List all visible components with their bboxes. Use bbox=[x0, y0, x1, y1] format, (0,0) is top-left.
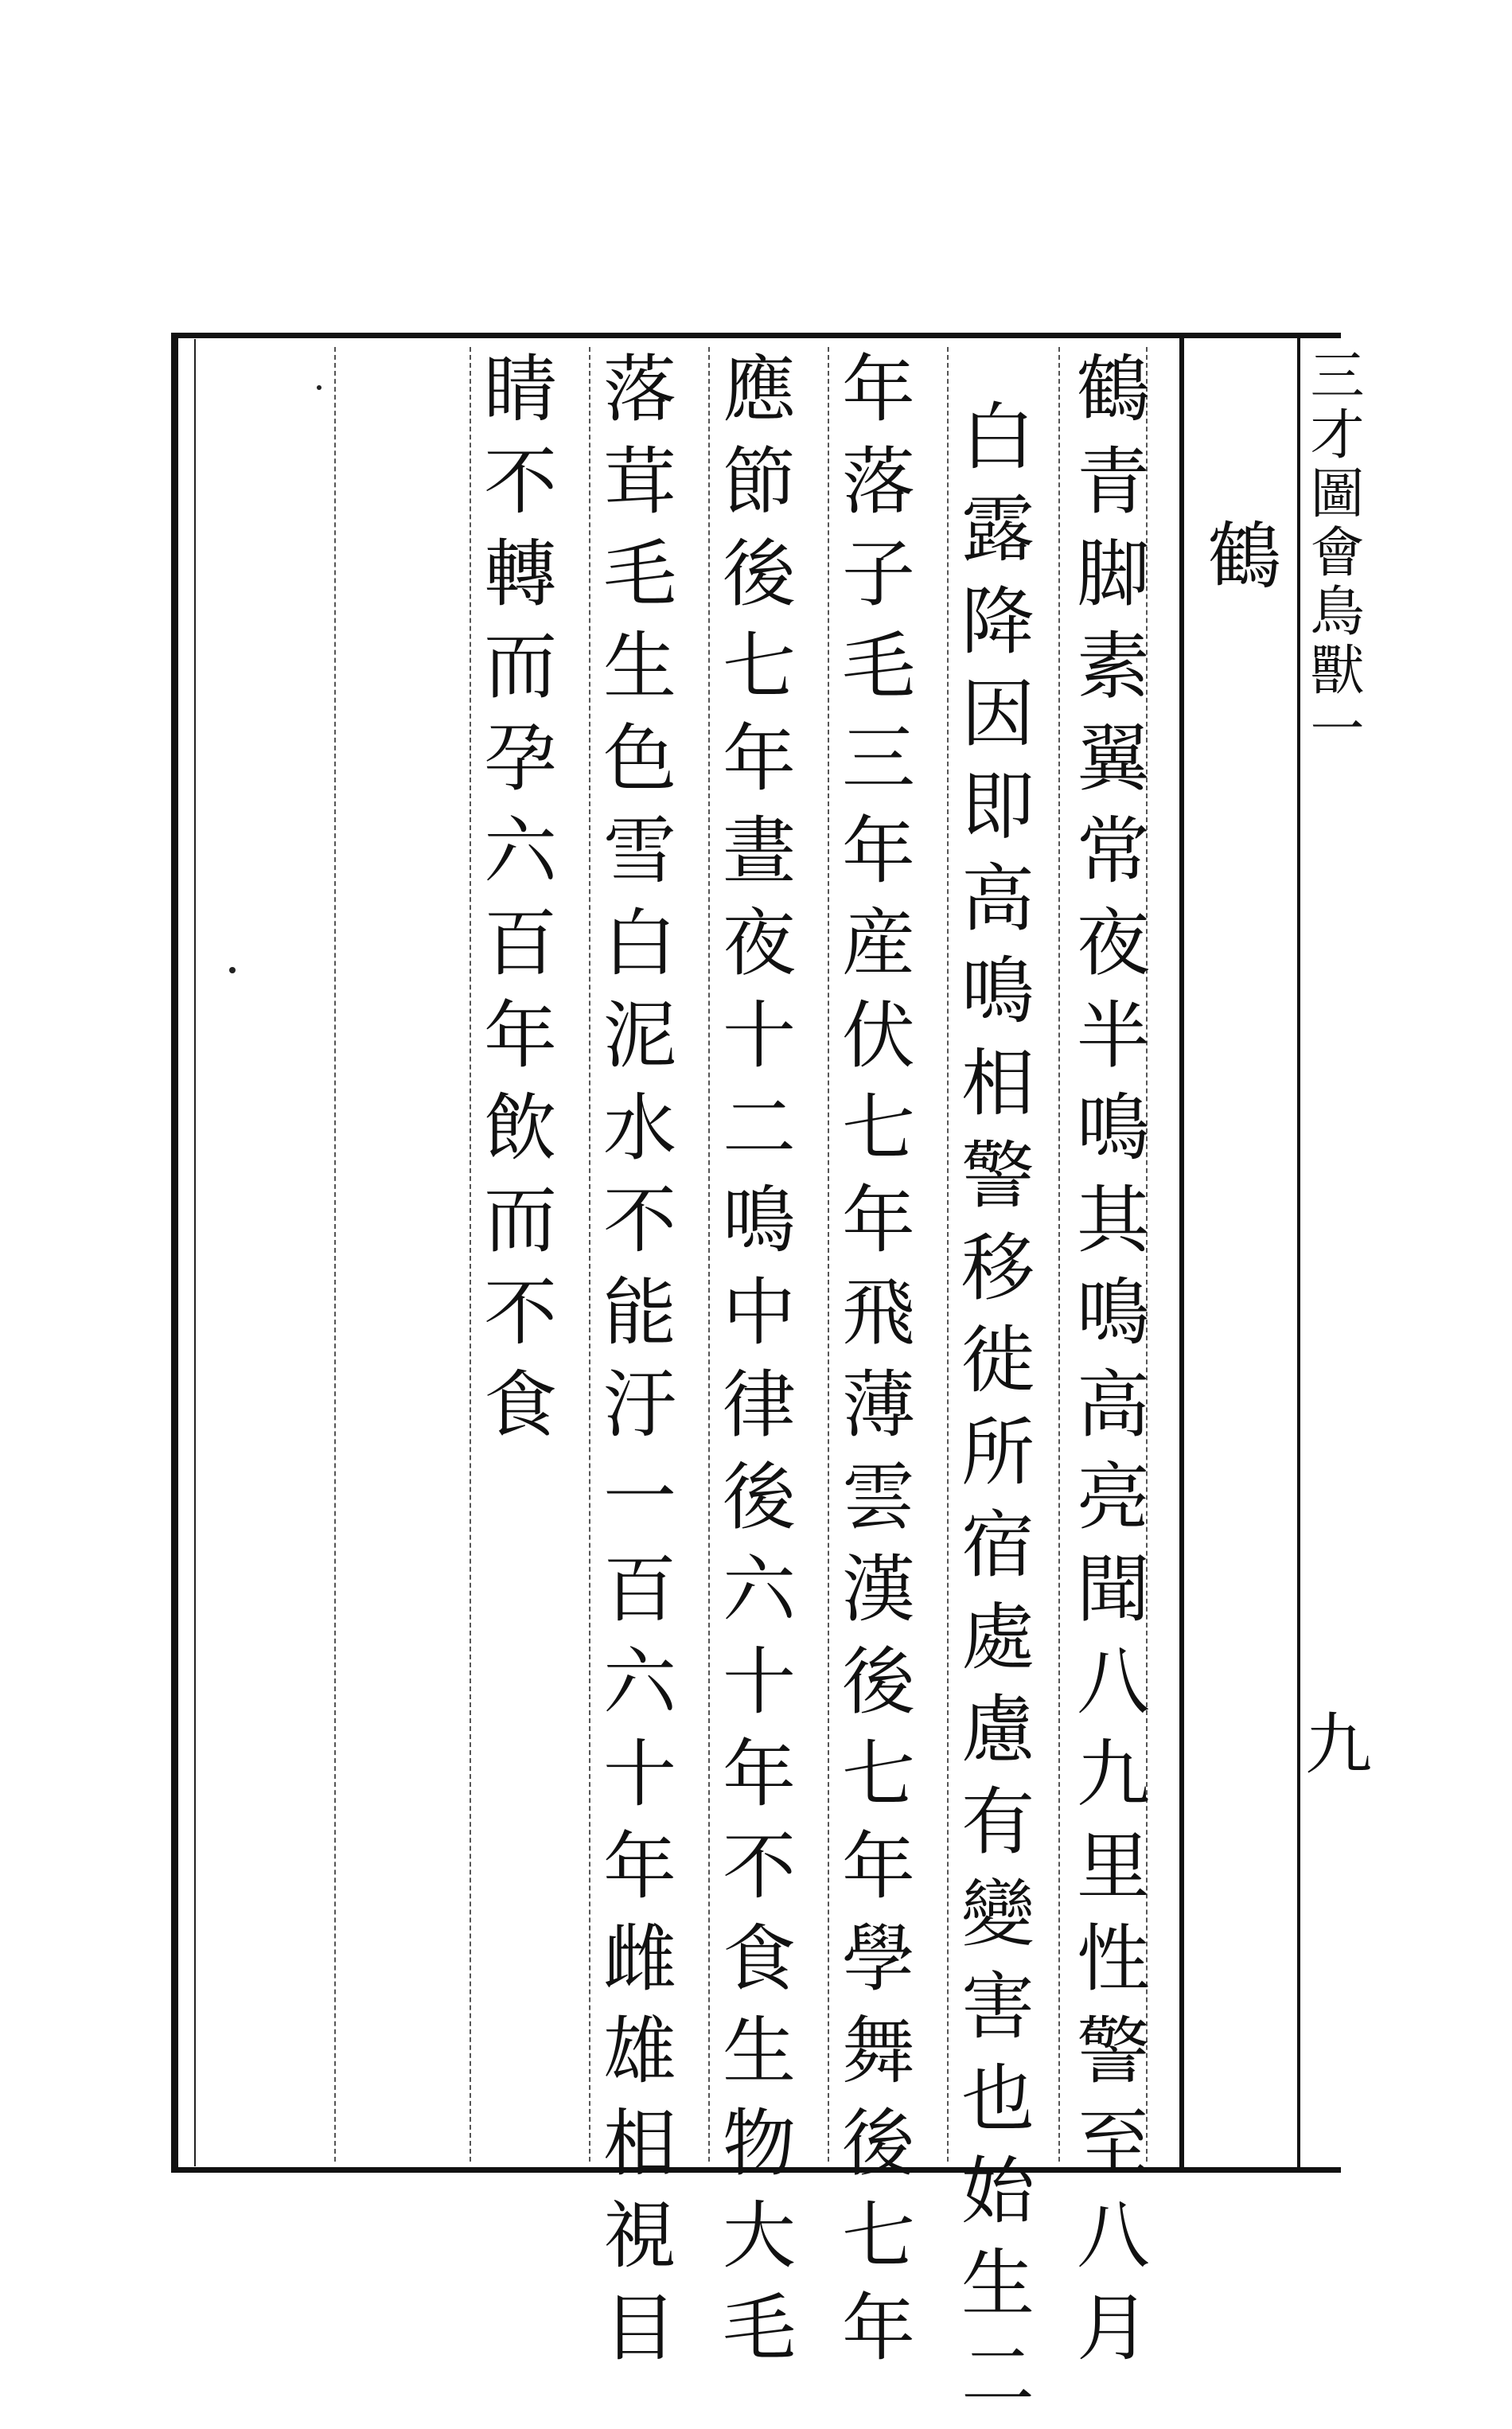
column-rule bbox=[334, 347, 336, 2162]
page-number: 九 bbox=[1305, 1706, 1373, 1784]
column-rule bbox=[828, 347, 829, 2162]
ink-speck bbox=[317, 385, 321, 390]
column-rule bbox=[1058, 347, 1060, 2162]
column-rule bbox=[589, 347, 590, 2162]
ink-speck bbox=[229, 967, 236, 973]
text-column-1: 鶴青脚素翼常夜半鳴其鳴高亮聞八九里性警至八月 bbox=[1065, 350, 1150, 2381]
inner-left-rule bbox=[194, 339, 196, 2166]
banxin-title: 三才圖會鳥獸一 bbox=[1301, 347, 1364, 759]
column-rule bbox=[708, 347, 710, 2162]
text-column-5: 落茸毛生色雪白泥水不能汙一百六十年雌雄相視目 bbox=[591, 350, 676, 2381]
text-column-2: 白露降因即高鳴相警移徙所宿處慮有變害也始生二 bbox=[949, 398, 1035, 2429]
column-rule bbox=[470, 347, 471, 2162]
text-column-4: 應節後七年晝夜十二鳴中律後六十年不食生物大毛 bbox=[711, 350, 796, 2381]
text-column-3: 年落子毛三年産伏七年飛薄雲漢後七年學舞後七年 bbox=[830, 350, 915, 2381]
column-rule bbox=[947, 347, 949, 2162]
text-block-right-border bbox=[1179, 333, 1184, 2171]
text-column-6: 睛不轉而孕六百年飲而不食 bbox=[472, 350, 557, 1458]
fold-edge bbox=[1297, 333, 1300, 2171]
section-heading: 鶴 bbox=[1196, 517, 1281, 591]
